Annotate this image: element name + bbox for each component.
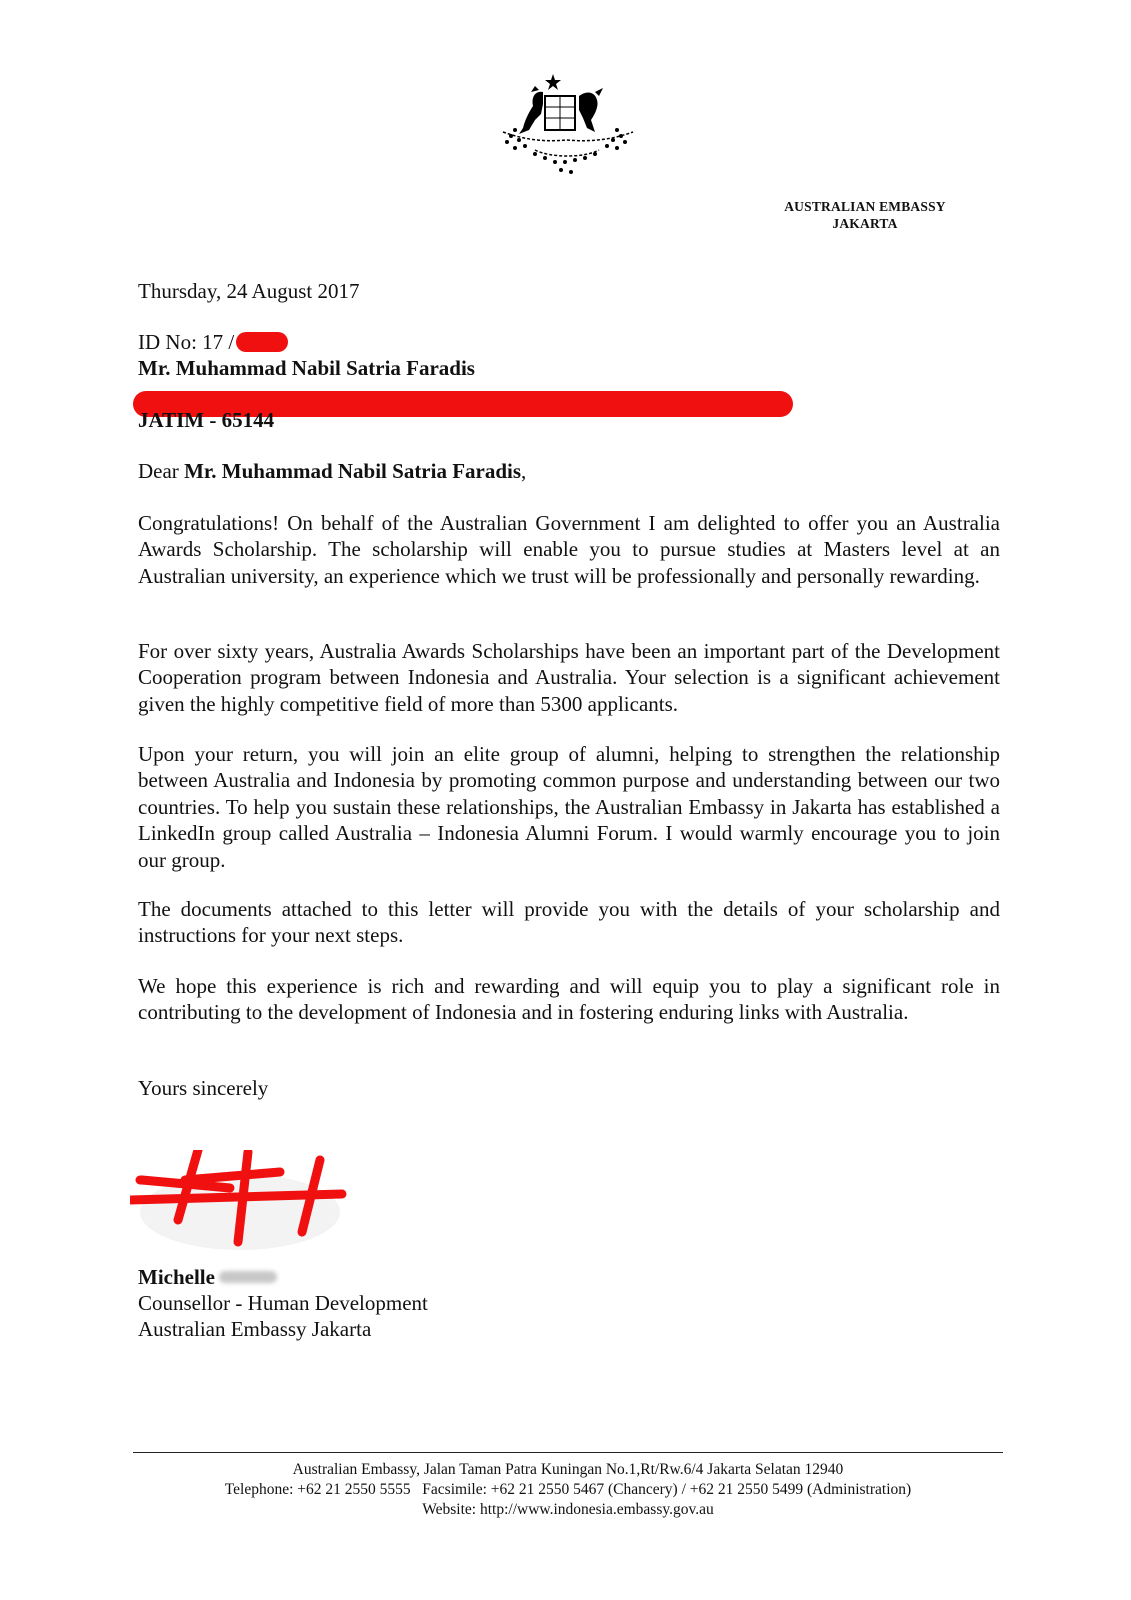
recipient-id-label: ID No: 17 / [138, 330, 235, 354]
recipient-name: Mr. Muhammad Nabil Satria Faradis [138, 356, 475, 380]
footer-phones: Telephone: +62 21 2550 5555 Facsimile: +62 21 2550 5467 (Chancery) / +62 21 2550 5499 (Administration) [224, 1481, 912, 1498]
footer-website: Website: http://www.indonesia.embassy.gov.au [422, 1501, 714, 1518]
australian-coat-of-arms-icon [495, 70, 645, 180]
recipient-id-line [138, 329, 288, 355]
sender-line-1: AUSTRALIAN EMBASSY [784, 199, 946, 214]
redaction-mark [236, 332, 288, 352]
closing-line: Yours sincerely [138, 1076, 269, 1100]
recipient-region: JATIM - 65144 [138, 408, 275, 432]
letter-date: Thursday, 24 August 2017 [138, 279, 360, 303]
body-paragraph-3: Upon your return, you will join an elite group of alumni, helping to strengthen the relationship between Australia and Indonesia by promoting common purpose and understanding between our two countries. To help you sustain these relationships, the Australian Embassy in Jakarta has established a LinkedIn group called Australia – Indonesia Alumni Forum. I would warmly encourage you to join our group. [138, 742, 1000, 872]
salutation-prefix: Dear [138, 459, 185, 483]
salutation [138, 458, 526, 484]
redacted-signature [130, 1150, 380, 1270]
signatory-office: Australian Embassy Jakarta [138, 1317, 372, 1341]
signatory-first-name: Michelle [138, 1265, 215, 1289]
body-paragraph-2: For over sixty years, Australia Awards Scholarships have been an important part of the Development Cooperation program between Indonesia and Australia. Your selection is a significant achievement given the highly competitive field of more than 5300 applicants. [138, 639, 1000, 716]
signatory-name-line [138, 1264, 277, 1290]
footer-address: Australian Embassy, Jalan Taman Patra Kuningan No.1,Rt/Rw.6/4 Jakarta Selatan 12940 [292, 1461, 844, 1478]
blurred-surname [219, 1271, 277, 1283]
footer-divider [133, 1452, 1003, 1453]
salutation-suffix: , [521, 459, 527, 483]
body-paragraph-5: We hope this experience is rich and rewarding and will equip you to play a significant role in contributing to the development of Indonesia and in fostering enduring links with Australia. [138, 974, 1000, 1025]
body-paragraph-4: The documents attached to this letter will provide you with the details of your scholarship and instructions for your next steps. [138, 897, 1000, 948]
letterhead-footer [133, 1460, 1003, 1520]
salutation-name: Mr. Muhammad Nabil Satria Faradis [184, 459, 522, 483]
body-paragraph-1: Congratulations! On behalf of the Australian Government I am delighted to offer you an Australia Awards Scholarship. The scholarship will enable you to pursue studies at Masters level at an Australian university, an experience which we trust will be professionally and personally rewarding. [138, 511, 1000, 588]
sender-block [760, 198, 970, 232]
sender-line-2: JAKARTA [832, 216, 898, 231]
signatory-title: Counsellor - Human Development [138, 1291, 428, 1315]
